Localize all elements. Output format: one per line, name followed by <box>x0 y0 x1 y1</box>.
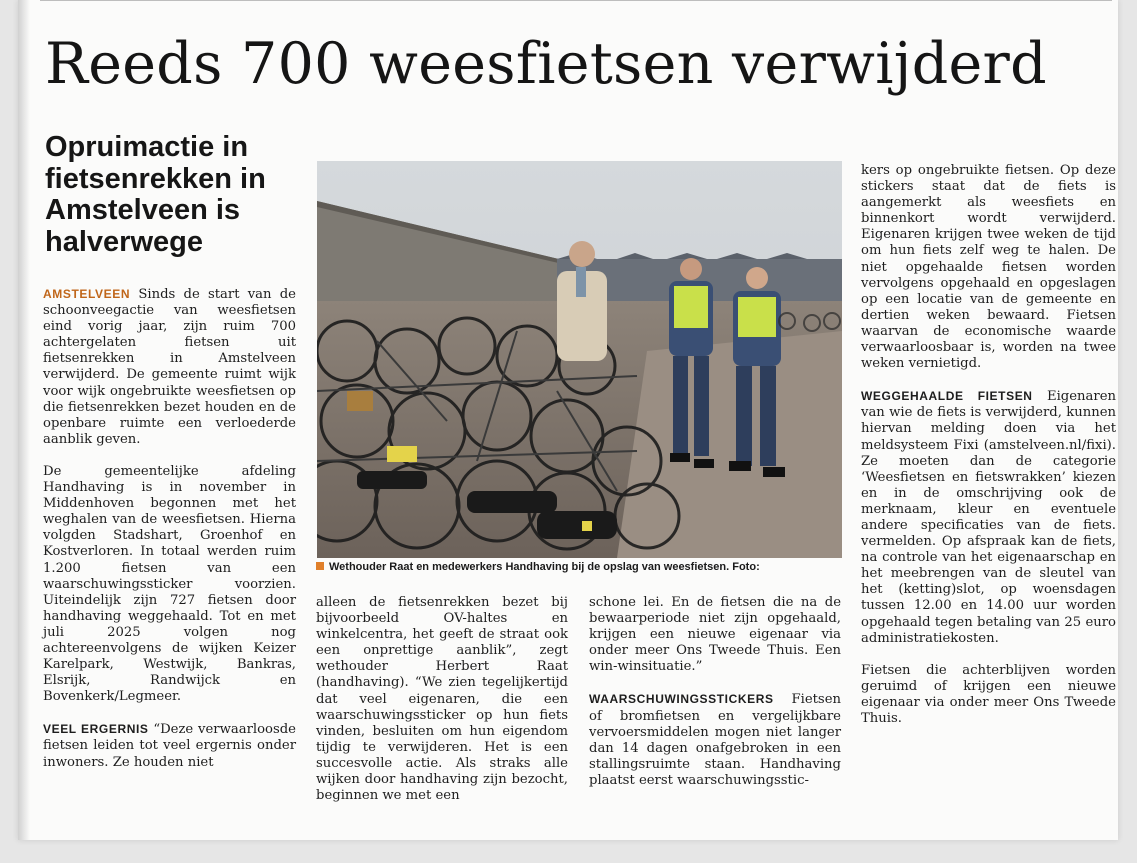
top-rule <box>40 0 1112 1</box>
headline: Reeds 700 weesfietsen verwijderd <box>45 31 1047 97</box>
article-photo <box>317 161 842 558</box>
text-column-2 <box>316 595 568 820</box>
text-column-3 <box>589 595 841 805</box>
subheadline: Opruimactie in fietsenrekken in Amstelveen is halverwege <box>45 131 266 258</box>
section-weggehaalde-fietsen <box>861 388 1116 647</box>
section-2-text-b: kers op ongebruikte fietsen. Op deze stickers staat dat de fiets is aangemerkt als weesfiets en binnenkort wordt verwijderd. Eigenaren krijgen twee weken de tijd om hun fiets zelf weg te halen. De niet opgehaalde fietsen worden vervolgens opgehaald en opgeslagen op een locatie van de gemeente en dertien weken bewaard. Fietsen waarvan de economische waarde verwaarloosbaar is, worden na twee weken vernietigd. <box>861 163 1116 372</box>
intro-text: Sinds de start van de schoonveegactie van weesfietsen eind vorig jaar, zijn ruim 700 achtergelaten fietsen uit fietsenrekken in Amstelveen verwijderd. De gemeente ruimt wijk voor wijk ongebruikte weesfietsen op die fietsenrekken bezet houden en de openbare ruimte een verloederde aanblik geven. <box>43 287 296 447</box>
photo-caption <box>316 560 846 574</box>
section-1-text-c: schone lei. En de fietsen die na de bewaarperiode niet zijn opgehaald, krijgen een nieuwe eigenaar via onder meer Ons Tweede Thuis. Een win-winsituatie.” <box>589 595 841 675</box>
photo-caption-text: Wethouder Raat en medewerkers Handhaving bij de opslag van weesfietsen. Foto: <box>329 561 760 573</box>
paragraph-2: De gemeentelijke afdeling Handhaving is in november in Middenhoven begonnen met het weghalen van de weesfietsen. Hierna volgden Stadshart, Groenhof en Kostverloren. In totaal werden ruim 1.200 fietsen van een waarschuwingssticker voorzien. Uiteindelijk zijn 727 fietsen door handhaving weggehaald. Tot en met juli 2025 volgen nog achtereenvolgens de wijken Keizer Karelpark, Westwijk, Bankras, Elsrijk, Randwijck en Bovenkerk/Legmeer. <box>43 463 296 705</box>
text-column-1 <box>43 286 296 787</box>
section-waarschuwingsstickers <box>589 691 841 789</box>
section-3-text: Eigenaren van wie de fiets is verwijderd, kunnen hiervan melding doen via het meldsysteem Fixi (amstelveen.nl/fixi). Ze moeten dan de categorie ‘Weesfietsen en fietswrakken’ kiezen en in de omschrijving ook de merknaam, kleur en eventuele andere specificaties van de fiets. vermelden. Op afspraak kan de fiets, na controle van het eigenaarschap en het meebrengen van de sleutel van het (ketting)slot, op woensdagen tussen 12.00 en 14.00 uur worden opgehaald tegen betaling van 25 euro administratiekosten. <box>861 389 1116 646</box>
text-column-4 <box>861 163 1116 743</box>
section-1-text-a: “Deze verwaarloosde fietsen leiden tot veel ergernis onder inwoners. Ze houden niet <box>43 722 296 770</box>
dateline: AMSTELVEEN <box>43 287 131 301</box>
section-1-text-b: alleen de fietsenrekken bezet bij bijvoorbeeld OV-haltes en winkelcentra, het geeft de straat ook een onprettige aanblik”, zegt wethouder Herbert Raat (handhaving). “We zien tegelijkertijd dat veel eigenaren, die een waarschuwingssticker op hun fiets vinden, besluiten om hun eigendom tijdig te verwijderen. Het is een succesvolle actie. Als straks alle wijken door handhaving zijn bezocht, beginnen we met een <box>316 595 568 804</box>
section-veel-ergernis <box>43 721 296 770</box>
closing-paragraph: Fietsen die achterblijven worden geruimd of krijgen een nieuwe eigenaar via onder meer Ons Tweede Thuis. <box>861 662 1116 726</box>
section-label-waarschuwingsstickers: WAARSCHUWINGSSTICKERS <box>589 692 774 707</box>
section-label-weggehaalde-fietsen: WEGGEHAALDE FIETSEN <box>861 389 1033 404</box>
section-2-text-a: Fietsen of bromfietsen en vergelijkbare vervoersmiddelen mogen niet langer dan 14 dagen onafgebroken in een stallingsruimte staan. Handhaving plaatst eerst waarschuwingsstic- <box>589 692 841 788</box>
newspaper-page <box>18 0 1118 840</box>
section-label-veel-ergernis: VEEL ERGERNIS <box>43 722 149 737</box>
orange-square-icon <box>316 562 324 570</box>
bicycle-storage-photo <box>317 161 842 558</box>
intro-paragraph <box>43 286 296 448</box>
